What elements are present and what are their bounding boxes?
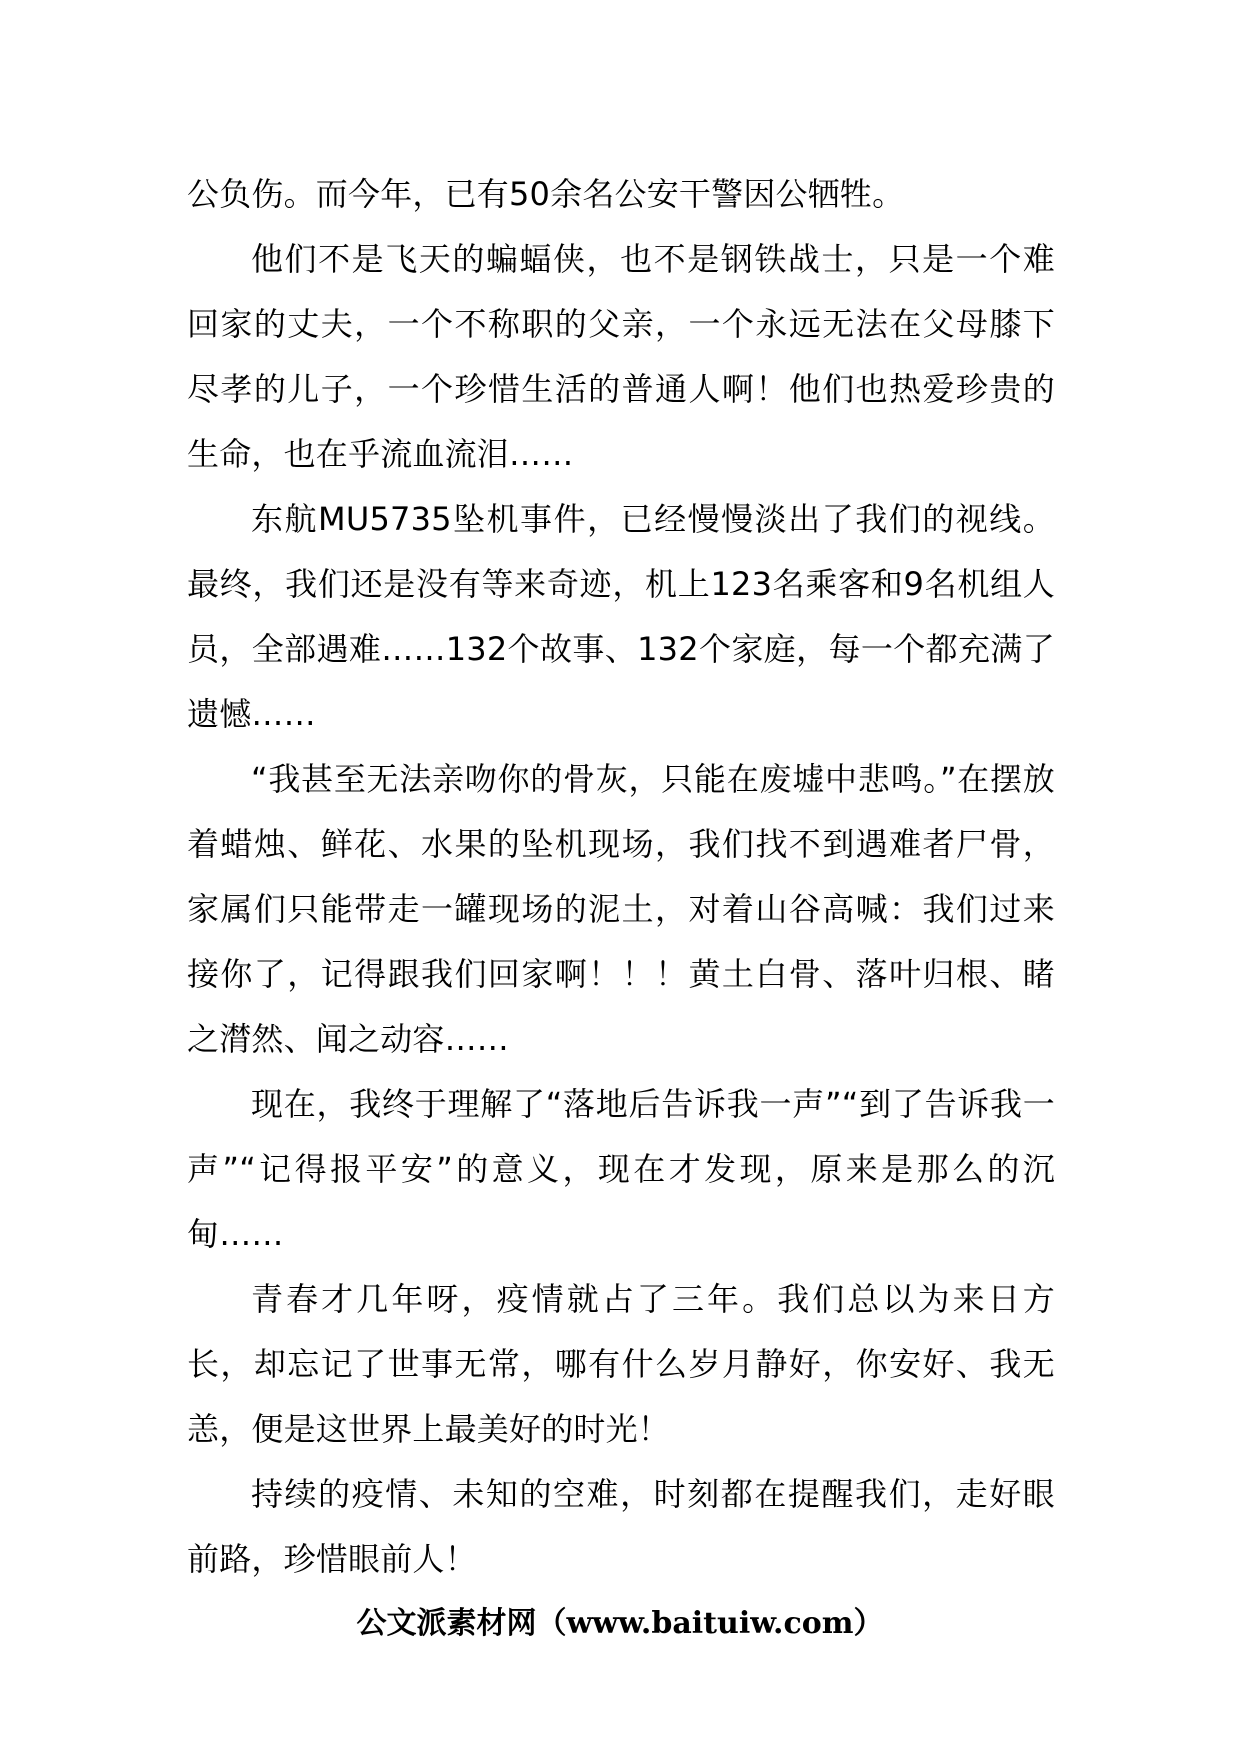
paragraph-2: 他们不是飞天的蝙蝠侠，也不是钢铁战士，只是一个难回家的丈夫，一个不称职的父亲，一个永远无法在父母膝下尽孝的儿子，一个珍惜生活的普通人啊！他们也热爱珍贵的生命，也在乎流血流泪…… xyxy=(187,240,1055,473)
document-body xyxy=(187,162,1055,1592)
paragraph-3: 东航MU5735坠机事件，已经慢慢淡出了我们的视线。最终，我们还是没有等来奇迹，机上123名乘客和9名机组人员，全部遇难……132个故事、132个家庭，每一个都充满了遗憾…… xyxy=(187,500,1055,733)
paragraph-7: 持续的疫情、未知的空难，时刻都在提醒我们，走好眼前路，珍惜眼前人！ xyxy=(187,1475,1055,1578)
paragraph-5: 现在，我终于理解了“落地后告诉我一声”“到了告诉我一声”“记得报平安”的意义，现在才发现，原来是那么的沉甸…… xyxy=(187,1085,1055,1253)
paragraph-1: 公负伤。而今年，已有50余名公安干警因公牺牲。 xyxy=(187,175,905,213)
paragraph-6: 青春才几年呀，疫情就占了三年。我们总以为来日方长，却忘记了世事无常，哪有什么岁月静好，你安好、我无恙，便是这世界上最美好的时光！ xyxy=(187,1280,1055,1448)
paragraph-4: “我甚至无法亲吻你的骨灰，只能在废墟中悲鸣。”在摆放着蜡烛、鲜花、水果的坠机现场，我们找不到遇难者尸骨，家属们只能带走一罐现场的泥土，对着山谷高喊：我们过来接你了，记得跟我们回家啊！！！黄土白骨、落叶归根、睹之潸然、闻之动容…… xyxy=(187,760,1055,1058)
footer-watermark: 公文派素材网（www.baituiw.com） xyxy=(356,1606,884,1641)
